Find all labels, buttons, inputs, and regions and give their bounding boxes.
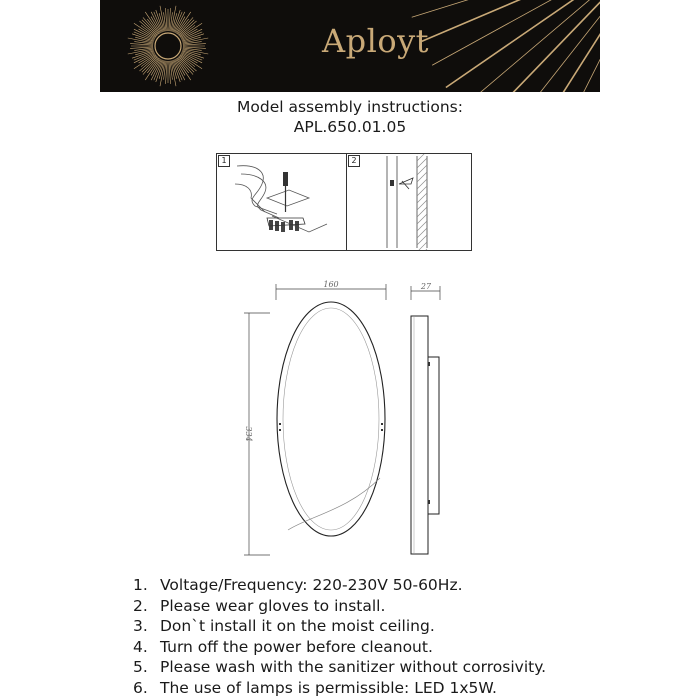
front-view — [277, 302, 385, 536]
note-item — [133, 596, 546, 617]
note-number: 5. — [133, 658, 148, 676]
sun-ray — [147, 58, 159, 73]
front-view-screws — [279, 423, 383, 431]
decorative-ray — [432, 0, 600, 65]
sun-ray — [134, 42, 153, 44]
safety-notes — [133, 575, 546, 698]
decorative-rays — [400, 0, 600, 92]
brand-banner — [100, 0, 600, 92]
note-number: 2. — [133, 596, 148, 615]
wiring-illustration — [217, 154, 347, 250]
step-panel-2 — [346, 153, 472, 251]
note-text: The use of lamps is permissible: LED 1x5W. — [160, 678, 497, 697]
sun-ray — [180, 55, 195, 67]
mounting-illustration — [347, 154, 471, 250]
note-number: 4. — [133, 637, 148, 656]
step-number-2: 2 — [348, 155, 360, 167]
note-text: Please wash with the sanitizer without corrosivity. — [160, 658, 547, 676]
sun-ray — [183, 42, 202, 44]
brand-name: Aployt — [322, 22, 430, 60]
wall-hatch-line — [417, 249, 427, 250]
sun-ray — [164, 12, 166, 31]
decorative-ray — [499, 0, 600, 92]
sun-ray — [164, 61, 166, 80]
note-text: Turn off the power before cleanout. — [160, 637, 433, 656]
dimension-depth: 27 — [420, 282, 432, 291]
sun-ray — [177, 19, 189, 34]
note-number: 3. — [133, 617, 148, 635]
model-number: APL.650.01.05 — [293, 118, 407, 136]
sun-ray — [177, 58, 189, 73]
sun-ray — [141, 55, 156, 67]
sun-ray — [183, 48, 202, 50]
sun-ray — [170, 12, 172, 31]
note-number: 6. — [133, 678, 148, 697]
dimension-width: 160 — [323, 280, 339, 289]
dimension-height: 334 — [244, 426, 253, 442]
note-item — [133, 575, 546, 596]
step-number-1: 1 — [218, 155, 230, 167]
decorative-ray — [462, 0, 600, 92]
sun-ray — [134, 48, 153, 50]
note-text: Please wear gloves to install. — [160, 596, 386, 615]
decorative-ray — [446, 0, 600, 87]
sun-core-icon — [155, 33, 181, 59]
wall-hatch-line — [417, 154, 427, 161]
sun-ray — [180, 25, 195, 37]
note-number: 1. — [133, 576, 148, 594]
page-title: Model assembly instructions: — [237, 98, 463, 116]
side-view — [411, 316, 439, 554]
note-item — [133, 616, 546, 637]
sun-ray — [147, 19, 159, 34]
sun-ray — [170, 61, 172, 80]
note-item — [133, 678, 546, 699]
note-item — [133, 637, 546, 658]
sun-ray — [141, 25, 156, 37]
step-panel-1 — [216, 153, 348, 251]
note-text: Don`t install it on the moist ceiling. — [160, 617, 435, 635]
note-text: Voltage/Frequency: 220-230V 50-60Hz. — [160, 576, 463, 594]
note-item — [133, 657, 546, 678]
product-drawing — [230, 278, 460, 563]
